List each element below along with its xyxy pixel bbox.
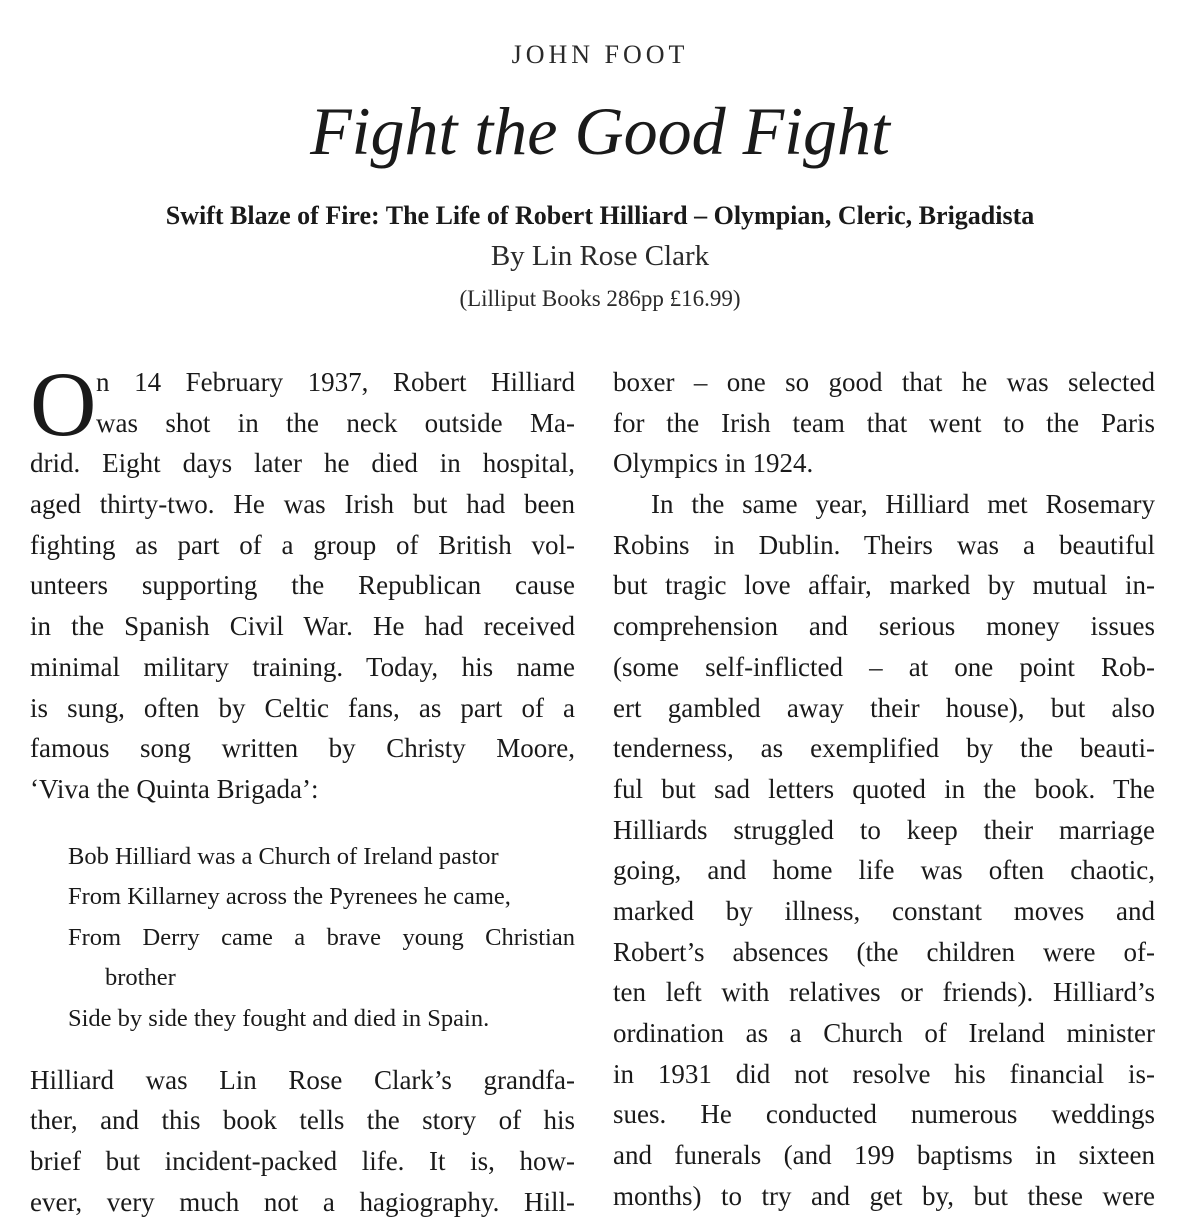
text-line: in 1931 did not resolve his financial is-: [613, 1058, 1155, 1089]
text-line: Olympics in 1924.: [613, 448, 814, 479]
text-line: and funerals (and 199 baptisms in sixteen: [613, 1140, 1155, 1171]
text-line: but tragic love affair, marked by mutual in-: [613, 570, 1155, 601]
text-line: Hilliards struggled to keep their marriage: [613, 814, 1155, 845]
text-line: ever, very much not a hagiography. Hill-: [30, 1186, 575, 1217]
song-verse: [30, 837, 575, 1040]
verse-line: Side by side they fought and died in Spain.: [68, 1004, 490, 1032]
text-line: In the same year, Hilliard met Rosemary: [651, 489, 1155, 520]
text-line: ert gambled away their house), but also: [613, 692, 1155, 723]
text-line: aged thirty-two. He was Irish but had been: [30, 489, 575, 520]
text-line: sues. He conducted numerous weddings: [613, 1099, 1155, 1130]
right-column: [613, 362, 1155, 1216]
verse-line: brother: [105, 964, 176, 992]
text-line: drid. Eight days later he died in hospital,: [30, 448, 575, 479]
text-line: minimal military training. Today, his name: [30, 651, 575, 682]
text-line: ten left with relatives or friends). Hilliard’s: [613, 977, 1155, 1008]
text-line: was shot in the neck outside Ma-: [96, 407, 575, 438]
verse-line: Bob Hilliard was a Church of Ireland pastor: [68, 842, 499, 870]
left-column: [30, 353, 575, 1222]
text-line: is sung, often by Celtic fans, as part of a: [30, 692, 575, 723]
review-author: JOHN FOOT: [511, 40, 689, 69]
text-line: for the Irish team that went to the Paris: [613, 407, 1155, 438]
book-title: Swift Blaze of Fire: The Life of Robert Hilliard – Olympian, Cleric, Brigadista: [165, 201, 1035, 230]
second-paragraph: [30, 1060, 575, 1222]
review-title: Fight the Good Fight: [310, 93, 890, 169]
verse-line: From Killarney across the Pyrenees he came,: [68, 883, 511, 911]
text-line: boxer – one so good that he was selected: [613, 367, 1155, 397]
text-line: marked by illness, constant moves and: [613, 895, 1155, 926]
text-line: Robert’s absences (the children were of-: [613, 936, 1155, 967]
text-line: ordination as a Church of Ireland minister: [613, 1018, 1155, 1048]
book-author: By Lin Rose Clark: [490, 240, 710, 272]
text-line: (some self-inflicted – at one point Rob-: [613, 651, 1155, 682]
text-line: unteers supporting the Republican cause: [30, 570, 575, 601]
book-publication-info: (Lilliput Books 286pp £16.99): [459, 286, 741, 311]
text-line: Robins in Dublin. Theirs was a beautiful: [613, 529, 1155, 560]
text-line: Hilliard was Lin Rose Clark’s grandfa-: [30, 1064, 575, 1095]
text-line: months) to try and get by, but these were: [613, 1180, 1155, 1211]
text-line: n 14 February 1937, Robert Hilliard: [96, 367, 575, 397]
text-line: tenderness, as exemplified by the beauti-: [613, 733, 1155, 764]
rosemary-paragraph: [613, 484, 1155, 1216]
text-line: ‘Viva the Quinta Brigada’:: [30, 773, 319, 804]
text-line: in the Spanish Civil War. He had received: [30, 611, 575, 642]
text-line: fighting as part of a group of British vol-: [30, 529, 575, 560]
verse-line: From Derry came a brave young Christian: [68, 923, 575, 951]
text-line: going, and home life was often chaotic,: [613, 855, 1155, 886]
text-line: comprehension and serious money issues: [613, 611, 1155, 642]
drop-cap: O: [30, 353, 97, 455]
text-line: ful but sad letters quoted in the book. The: [613, 773, 1155, 804]
continued-paragraph: [613, 362, 1155, 484]
text-line: famous song written by Christy Moore,: [30, 733, 575, 764]
opening-paragraph: [30, 353, 575, 810]
text-line: brief but incident-packed life. It is, how-: [30, 1145, 575, 1176]
text-line: ther, and this book tells the story of his: [30, 1105, 575, 1136]
